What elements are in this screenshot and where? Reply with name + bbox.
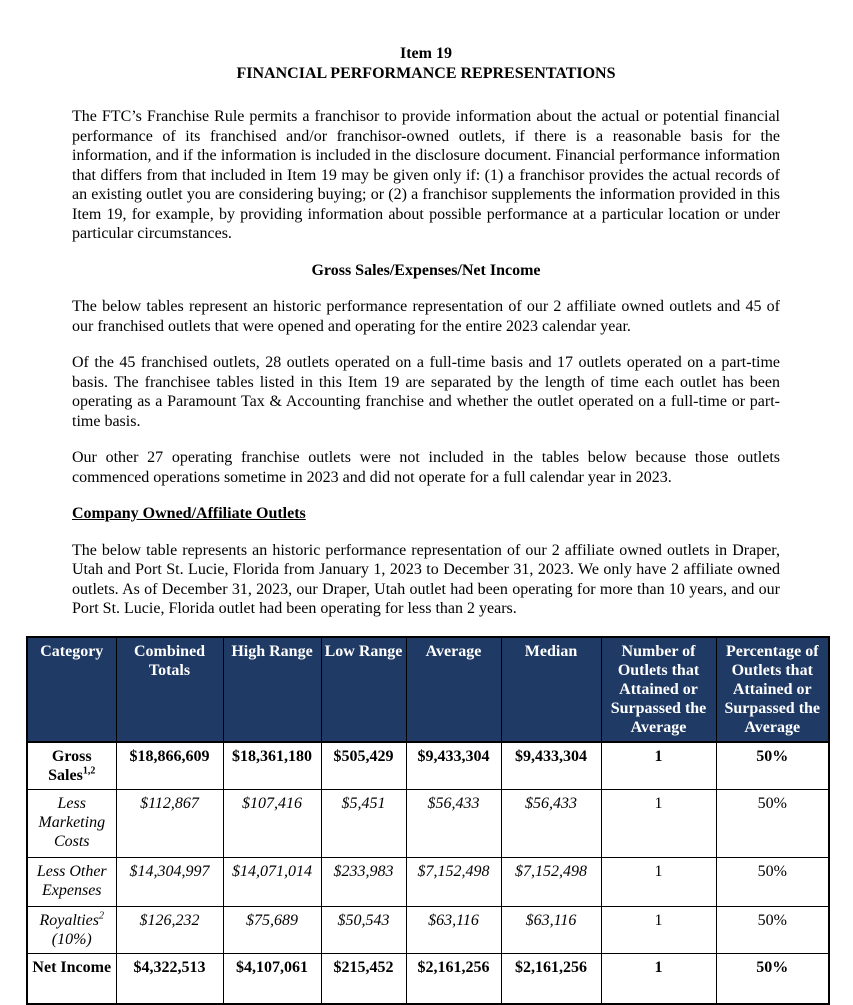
table-row-royalties [27, 907, 829, 954]
category-cell: Net Income [27, 954, 116, 1004]
column-header-high-range: High Range [223, 637, 321, 742]
average-cell: $56,433 [406, 790, 501, 858]
percentage-outlets-cell: 50% [716, 742, 829, 790]
low-range-cell: $50,543 [321, 907, 406, 954]
combined-totals-cell: $18,866,609 [116, 742, 223, 790]
paragraph-ftc-rule: The FTC’s Franchise Rule permits a franchisor to provide information about the actual or potential financial performance of its franchised and/or franchisor-owned outlets, if there is a reasonable basis for the information, and if the information is included in the disclosure document. Financial performance information that differs from that included in Item 19 may be given only if: (1) a franchisor provides the actual records of an existing outlet you are considering buying; or (2) a franchisor supplements the information provided in this Item 19, for example, by providing information about possible performance at a particular location or under particular circumstances. [72, 108, 780, 242]
company-owned-outlets-table [26, 636, 830, 1005]
number-outlets-cell: 1 [601, 858, 716, 907]
table-row-gross-sales [27, 742, 829, 790]
low-range-cell: $505,429 [321, 742, 406, 790]
high-range-cell: $18,361,180 [223, 742, 321, 790]
number-outlets-cell: 1 [601, 742, 716, 790]
number-outlets-cell: 1 [601, 790, 716, 858]
average-cell: $9,433,304 [406, 742, 501, 790]
table-row-less-marketing-costs [27, 790, 829, 858]
category-cell: Royalties$^2$ (10%) [27, 907, 116, 954]
table-row-net-income [27, 954, 829, 1004]
paragraph-tables-represent: The below tables represent an historic performance representation of our 2 affiliate owned outlets and 45 of our franchised outlets that were opened and operating for the entire 2023 calendar year. [72, 298, 780, 335]
median-cell: $7,152,498 [501, 858, 601, 907]
paragraph-affiliate-outlets: The below table represents an historic performance representation of our 2 affiliate owned outlets in Draper, Utah and Port St. Lucie, Florida from January 1, 2023 to December 31, 2023. We only have 2 affiliate owned outlets. As of December 31, 2023, our Draper, Utah outlet had been operating for more than 10 years, and our Port St. Lucie, Florida outlet had been operating for less than 2 years. [72, 541, 780, 617]
median-cell: $56,433 [501, 790, 601, 858]
column-header-combined-totals: Combined Totals [116, 637, 223, 742]
percentage-outlets-cell: 50% [716, 790, 829, 858]
column-header-low-range: Low Range [321, 637, 406, 742]
median-cell: $63,116 [501, 907, 601, 954]
low-range-cell: $5,451 [321, 790, 406, 858]
median-cell: $2,161,256 [501, 954, 601, 1004]
column-header-number-outlets: Number of Outlets that Attained or Surpassed the Average [601, 637, 716, 742]
percentage-outlets-cell: 50% [716, 954, 829, 1004]
paragraph-other-outlets: Our other 27 operating franchise outlets were not included in the tables below because those outlets commenced operations sometime in 2023 and did not operate for a full calendar year in 2023. [72, 449, 780, 486]
average-cell: $7,152,498 [406, 858, 501, 907]
paragraph-franchised-outlets: Of the 45 franchised outlets, 28 outlets operated on a full-time basis and 17 outlets operated on a part-time basis. The franchisee tables listed in this Item 19 are separated by the length of time each outlet has been operating as a Paramount Tax & Accounting franchise and whether the outlet operated on a full-time or part-time basis. [72, 354, 780, 430]
percentage-outlets-cell: 50% [716, 858, 829, 907]
title-block [72, 44, 780, 83]
number-outlets-cell: 1 [601, 954, 716, 1004]
category-cell: Less Marketing Costs [27, 790, 116, 858]
combined-totals-cell: $14,304,997 [116, 858, 223, 907]
number-outlets-cell: 1 [601, 907, 716, 954]
median-cell: $9,433,304 [501, 742, 601, 790]
combined-totals-cell: $4,322,513 [116, 954, 223, 1004]
column-header-category: Category [27, 637, 116, 742]
item-number-heading: Item 19 [400, 45, 452, 62]
high-range-cell: $107,416 [223, 790, 321, 858]
column-header-median: Median [501, 637, 601, 742]
footnote-superscript: 1,2 [82, 765, 96, 777]
low-range-cell: $233,983 [321, 858, 406, 907]
high-range-cell: $14,071,014 [223, 858, 321, 907]
category-cell: Less Other Expenses [27, 858, 116, 907]
low-range-cell: $215,452 [321, 954, 406, 1004]
section-heading-company-owned: Company Owned/Affiliate Outlets [72, 505, 306, 522]
category-cell: Gross Sales$^{1,2}$ [27, 742, 116, 790]
table-header-row [27, 637, 829, 742]
percentage-outlets-cell: 50% [716, 907, 829, 954]
average-cell: $2,161,256 [406, 954, 501, 1004]
table-row-less-other-expenses [27, 858, 829, 907]
column-header-percentage-outlets: Percentage of Outlets that Attained or Surpassed the Average [716, 637, 829, 742]
high-range-cell: $75,689 [223, 907, 321, 954]
section-heading-gross-sales: Gross Sales/Expenses/Net Income [311, 261, 541, 279]
document-title: FINANCIAL PERFORMANCE REPRESENTATIONS [236, 64, 616, 82]
average-cell: $63,116 [406, 907, 501, 954]
high-range-cell: $4,107,061 [223, 954, 321, 1004]
column-header-average: Average [406, 637, 501, 742]
combined-totals-cell: $126,232 [116, 907, 223, 954]
combined-totals-cell: $112,867 [116, 790, 223, 858]
footnote-superscript: 2 [99, 910, 105, 922]
